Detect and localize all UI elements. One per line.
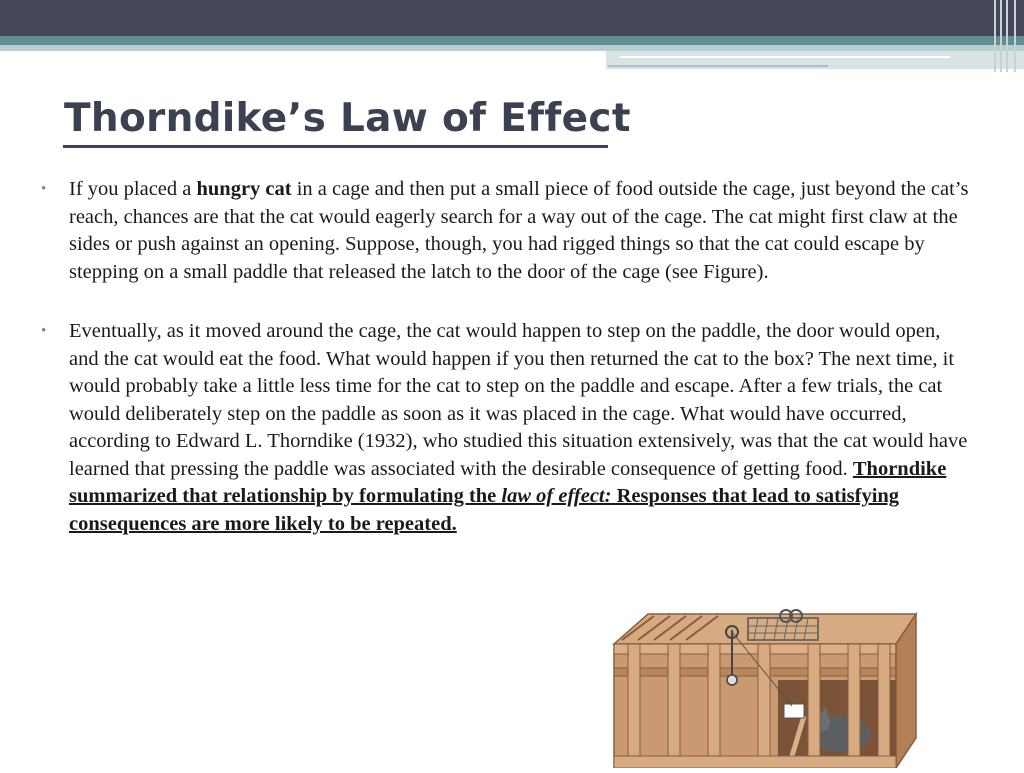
- bullet-text: If you placed a: [69, 178, 197, 200]
- title-underline: [63, 145, 608, 148]
- accent-line: [608, 65, 828, 67]
- puzzle-box-illustration-icon: [608, 606, 920, 768]
- bullet-list: [40, 176, 975, 538]
- bullet-text: in a cage and then put a small piece of food outside the cage, just beyond the cat’s reach, chances are that the cat would eagerly search for a way out of the cage. The cat might first claw at the sides or push against an opening. Suppose, though, you had rigged things so that the cat could escape by stepping on a small paddle that released the latch to the door of the cage (see Figure).: [69, 178, 969, 283]
- bullet-item: [40, 318, 975, 538]
- emphasized-text: Thorndike summarized that relationship by formulating the law of effect: Responses that lead to satisfying consequences are more likely to be repeated.: [69, 457, 947, 535]
- bullet-text: Eventually, as it moved around the cage, the cat would happen to step on the paddle, the door would open, and the cat would eat the food. What would happen if you then returned the cat to the box? The next time, it would probably take a little less time for the cat to step on the paddle and escape. After a few trials, the cat would deliberately step on the paddle as soon as it was placed in the cage. What would have occurred, according to Edward L. Thorndike (1932), who studied this situation extensively, was that the cat would have learned that pressing the paddle was associated with the desirable consequence of getting food.: [69, 320, 968, 480]
- bullet-icon: •: [41, 323, 47, 339]
- bullet-icon: •: [41, 181, 47, 197]
- bullet-item: [40, 176, 975, 286]
- bold-phrase: hungry cat: [196, 178, 292, 200]
- teal-stripe: [0, 36, 1024, 45]
- law-of-effect-term: law of effect:: [501, 485, 612, 507]
- top-bar: [0, 0, 1024, 36]
- slide-title: Thorndike’s Law of Effect: [64, 96, 631, 141]
- corner-decoration: [990, 0, 1024, 72]
- accent-line: [620, 56, 950, 58]
